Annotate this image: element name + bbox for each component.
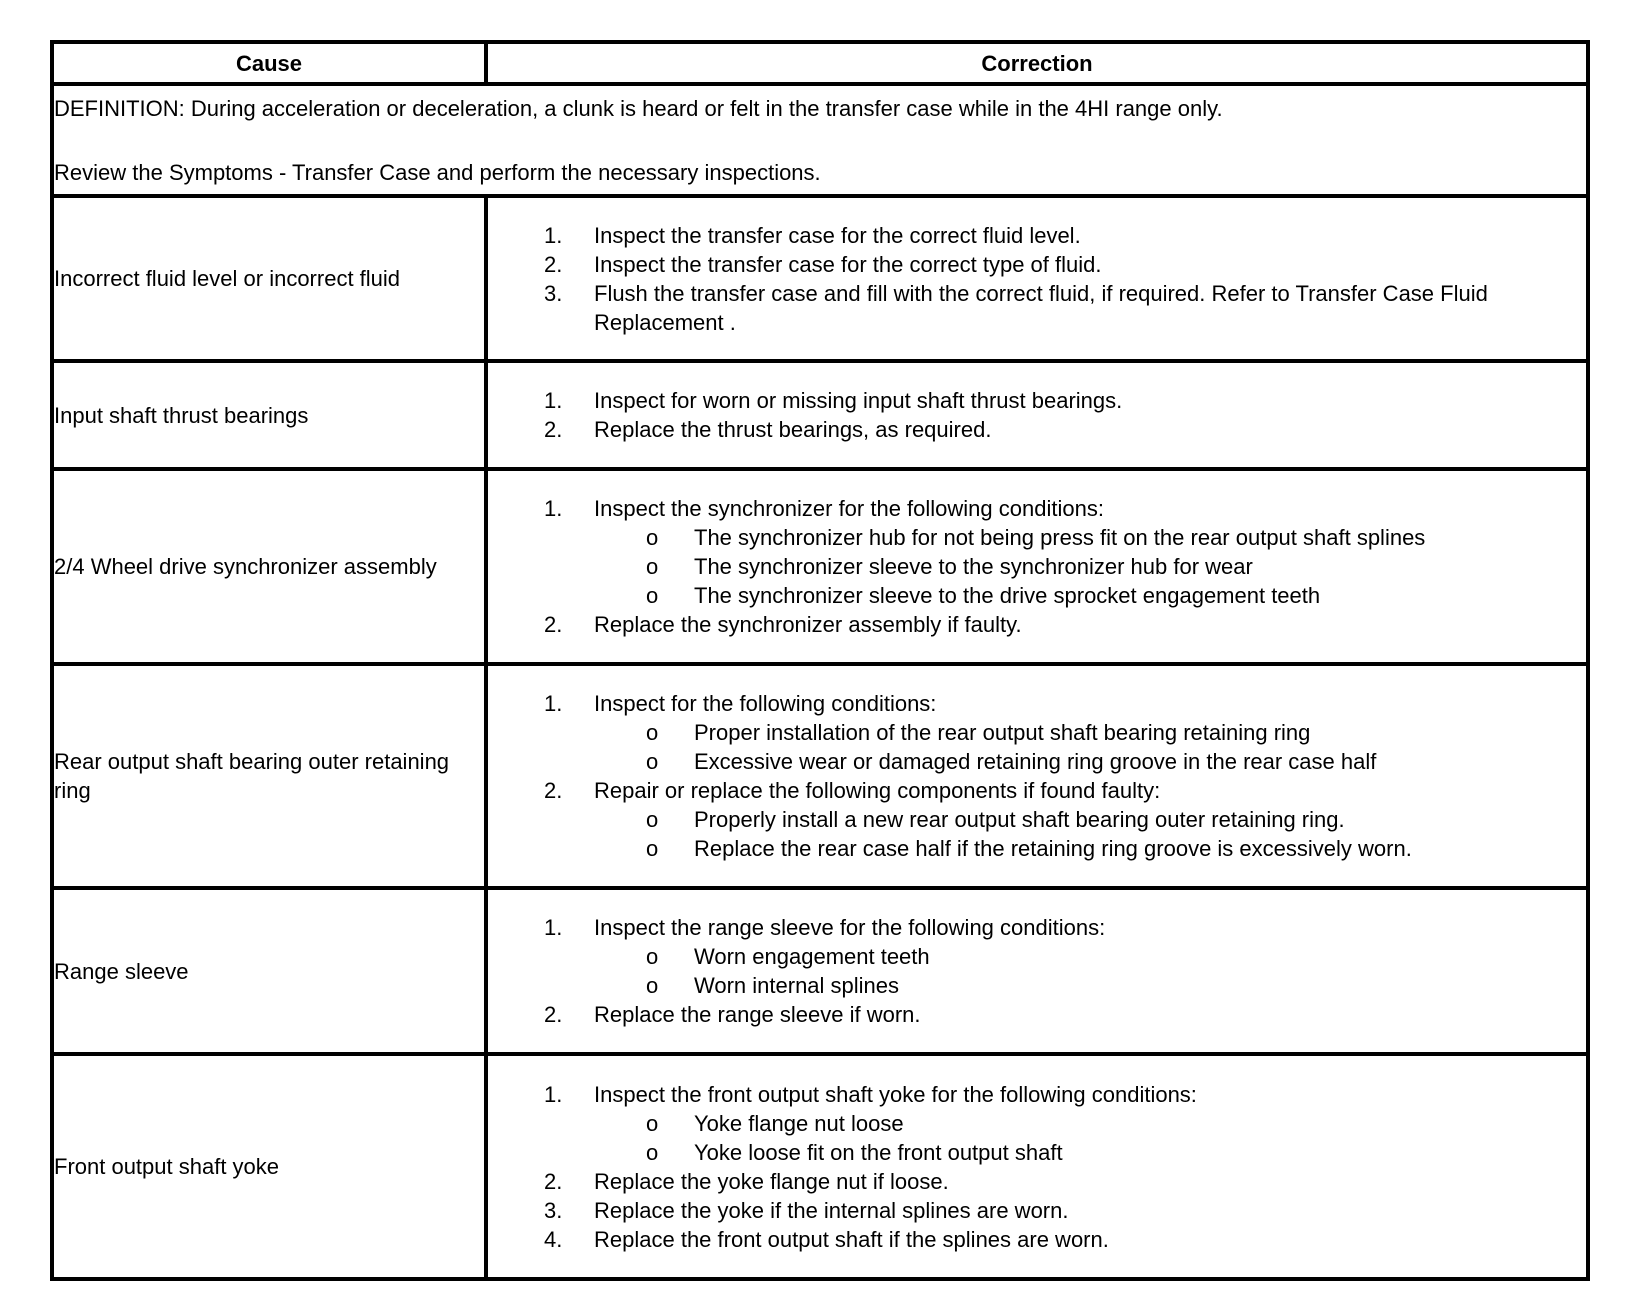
step-number: 1. [544, 496, 563, 521]
step-text: Inspect the transfer case for the correct fluid level. [594, 222, 1081, 248]
correction-steps [488, 386, 1586, 444]
bullet-icon: o [646, 525, 659, 550]
sub-condition-list [594, 523, 1586, 610]
sub-condition-text: The synchronizer sleeve to the synchronizer hub for wear [694, 554, 1253, 579]
sub-condition-list [594, 942, 1586, 1000]
bullet-icon: o [646, 1139, 659, 1165]
bullet-icon: o [646, 583, 659, 608]
correction-steps [488, 913, 1586, 1029]
table-row [52, 361, 1588, 469]
correction-step [488, 1196, 1586, 1225]
sub-condition [594, 942, 1586, 971]
sub-condition-text: Worn internal splines [694, 973, 900, 998]
definition-row [52, 84, 1588, 196]
cause-header: Cause [52, 42, 486, 84]
step-number: 1. [544, 915, 563, 940]
diagnostic-table [50, 40, 1590, 1281]
sub-condition-text: Yoke flange nut loose [694, 1110, 904, 1136]
sub-condition-text: Replace the rear case half if the retaining ring groove is excessively worn. [694, 836, 1412, 861]
sub-condition [594, 552, 1586, 581]
correction-step [488, 279, 1586, 337]
bullet-icon: o [646, 944, 659, 969]
step-number: 2. [544, 1002, 563, 1027]
sub-condition-text: The synchronizer sleeve to the drive sprocket engagement teeth [694, 583, 1321, 608]
correction-cell [486, 469, 1588, 664]
bullet-icon: o [646, 1110, 659, 1136]
step-number: 4. [544, 1226, 563, 1252]
step-text: Replace the range sleeve if worn. [594, 1002, 921, 1027]
correction-step [488, 1225, 1586, 1254]
correction-cell [486, 1054, 1588, 1279]
step-text: Inspect the transfer case for the correct type of fluid. [594, 251, 1102, 277]
sub-condition [594, 581, 1586, 610]
sub-condition-text: Properly install a new rear output shaft bearing outer retaining ring. [694, 807, 1345, 832]
table-row [52, 1054, 1588, 1279]
sub-condition-list [594, 718, 1586, 776]
correction-step [488, 1167, 1586, 1196]
cause-cell: Range sleeve [52, 888, 486, 1054]
cause-cell: 2/4 Wheel drive synchronizer assembly [52, 469, 486, 664]
sub-condition [594, 523, 1586, 552]
bullet-icon: o [646, 973, 659, 998]
header-row [52, 42, 1588, 84]
sub-condition [594, 718, 1586, 747]
cause-cell: Rear output shaft bearing outer retaining ring [52, 664, 486, 888]
step-number: 3. [544, 1197, 563, 1223]
step-text: Inspect the range sleeve for the following conditions: [594, 915, 1106, 940]
sub-condition-text: Proper installation of the rear output shaft bearing retaining ring [694, 720, 1311, 745]
step-text: Repair or replace the following components if found faulty: [594, 778, 1161, 803]
step-number: 3. [544, 280, 563, 306]
correction-step [488, 689, 1586, 776]
cause-cell: Front output shaft yoke [52, 1054, 486, 1279]
review-symptoms-text: Review the Symptoms - Transfer Case and perform the necessary inspections. [54, 159, 821, 185]
cause-cell: Input shaft thrust bearings [52, 361, 486, 469]
sub-condition [594, 747, 1586, 776]
step-text: Replace the synchronizer assembly if faulty. [594, 612, 1022, 637]
bullet-icon: o [646, 554, 659, 579]
table-row [52, 664, 1588, 888]
step-text: Replace the front output shaft if the splines are worn. [594, 1226, 1109, 1252]
sub-condition-text: Yoke loose fit on the front output shaft [694, 1139, 1063, 1165]
bullet-icon: o [646, 807, 659, 832]
step-text: Inspect the synchronizer for the following conditions: [594, 496, 1104, 521]
bullet-icon: o [646, 749, 659, 774]
table-row [52, 469, 1588, 664]
correction-cell [486, 361, 1588, 469]
step-text: Inspect the front output shaft yoke for the following conditions: [594, 1081, 1197, 1107]
correction-steps [488, 1080, 1586, 1254]
sub-condition [594, 1138, 1586, 1167]
sub-condition-list [594, 1109, 1586, 1167]
table-row [52, 888, 1588, 1054]
step-number: 2. [544, 612, 563, 637]
cause-cell: Incorrect fluid level or incorrect fluid [52, 196, 486, 361]
sub-condition-text: Worn engagement teeth [694, 944, 930, 969]
sub-condition [594, 1109, 1586, 1138]
sub-condition [594, 805, 1586, 834]
correction-cell [486, 196, 1588, 361]
correction-step [488, 386, 1586, 415]
correction-steps [488, 689, 1586, 863]
step-number: 2. [544, 251, 563, 277]
definition-cell [52, 84, 1588, 196]
step-number: 1. [544, 1081, 563, 1107]
correction-steps [488, 494, 1586, 639]
sub-condition [594, 971, 1586, 1000]
correction-step [488, 913, 1586, 1000]
step-number: 2. [544, 1168, 563, 1194]
correction-step [488, 250, 1586, 279]
correction-cell [486, 664, 1588, 888]
sub-condition-text: Excessive wear or damaged retaining ring groove in the rear case half [694, 749, 1377, 774]
step-text: Inspect for the following conditions: [594, 691, 937, 716]
correction-steps [488, 221, 1586, 337]
step-number: 1. [544, 222, 563, 248]
table-row [52, 196, 1588, 361]
correction-step [488, 1000, 1586, 1029]
correction-step [488, 610, 1586, 639]
correction-step [488, 415, 1586, 444]
correction-cell [486, 888, 1588, 1054]
correction-step [488, 221, 1586, 250]
correction-step [488, 776, 1586, 863]
bullet-icon: o [646, 720, 659, 745]
step-text: Replace the thrust bearings, as required. [594, 417, 992, 442]
step-text: Flush the transfer case and fill with the correct fluid, if required. Refer to Transfer Case Fluid Replacement . [594, 280, 1488, 335]
step-number: 2. [544, 778, 563, 803]
sub-condition-list [594, 805, 1586, 863]
definition-text: DEFINITION: During acceleration or deceleration, a clunk is heard or felt in the transfer case while in the 4HI range only. [54, 95, 1223, 121]
step-text: Inspect for worn or missing input shaft thrust bearings. [594, 388, 1123, 413]
sub-condition [594, 834, 1586, 863]
correction-step [488, 1080, 1586, 1167]
step-number: 1. [544, 388, 563, 413]
step-text: Replace the yoke if the internal splines are worn. [594, 1197, 1069, 1223]
correction-step [488, 494, 1586, 610]
correction-header: Correction [486, 42, 1588, 84]
sub-condition-text: The synchronizer hub for not being press fit on the rear output shaft splines [694, 525, 1426, 550]
step-number: 1. [544, 691, 563, 716]
bullet-icon: o [646, 836, 659, 861]
step-text: Replace the yoke flange nut if loose. [594, 1168, 949, 1194]
step-number: 2. [544, 417, 563, 442]
